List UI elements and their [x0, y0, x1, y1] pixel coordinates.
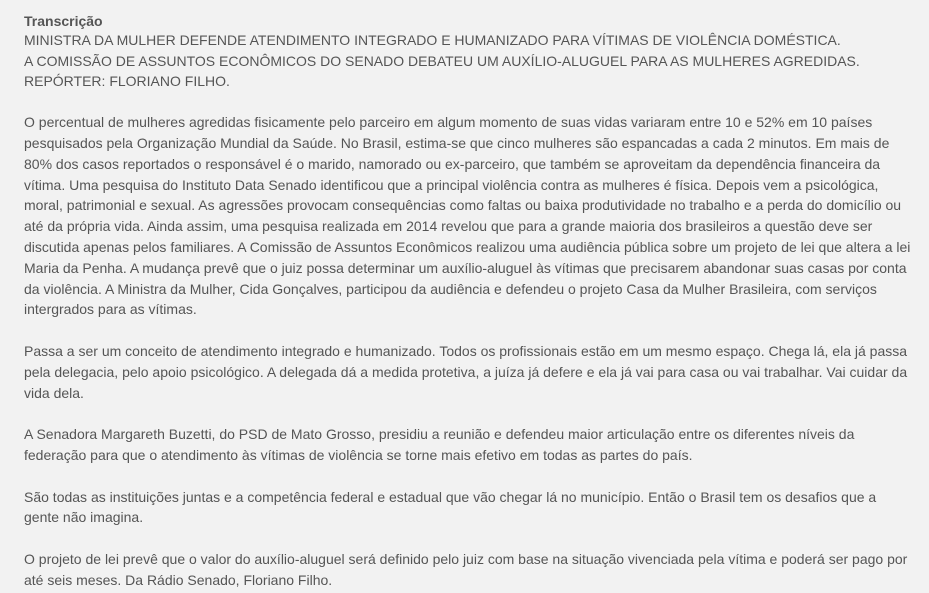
transcript-paragraph: Passa a ser um conceito de atendimento integrado e humanizado. Todos os profissionais estão em um mesmo espaço. Chega lá, ela já passa pela delegacia, pelo apoio psicológico. A delegada dá a medida protetiva, a juíza já defere e ela já vai para casa ou vai trabalhar. Vai cuidar da vida dela.	[24, 343, 908, 401]
headline-line: A COMISSÃO DE ASSUNTOS ECONÔMICOS DO SENADO DEBATEU UM AUXÍLIO-ALUGUEL PARA AS MULHERES AGREDIDAS.	[24, 52, 860, 69]
transcript-paragraph: O projeto de lei prevê que o valor do auxílio-aluguel será definido pelo juiz com base na situação vivenciada pela vítima e poderá ser pago por até seis meses. Da Rádio Senado, Floriano Filho.	[24, 551, 908, 588]
reporter-line: REPÓRTER: FLORIANO FILHO.	[24, 73, 230, 89]
transcript-paragraph: São todas as instituições juntas e a competência federal e estadual que vão chegar lá no município. Então o Brasil tem os desafios que a gente não imagina.	[24, 488, 877, 526]
headline-line: MINISTRA DA MULHER DEFENDE ATENDIMENTO INTEGRADO E HUMANIZADO PARA VÍTIMAS DE VIOLÊNCIA DOMÉSTICA.	[24, 32, 841, 48]
transcript-paragraph: O percentual de mulheres agredidas fisicamente pelo parceiro em algum momento de suas vidas variaram entre 10 e 52% em 10 países pesquisados pela Organização Mundial da Saúde. No Brasil, estima-se que cinco mulheres são espancadas a cada 2 minutos. Em mais de 80% dos casos reportados o responsável é o marido, namorado ou ex-parceiro, que também se aproveitam da dependência financeira da vítima. Uma pesquisa do Instituto Data Senado identificou que a principal violência contra as mulheres é física. Depois vem a psicológica, moral, patrimonial e sexual. As agressões provocam consequências como faltas ou baixa produtividade no trabalho e a perda do domicílio ou até da própria vida. Ainda assim, uma pesquisa realizada em 2014 revelou que para a grande maioria dos brasileiros a questão deve ser discutida apenas pelos familiares. A Comissão de Assuntos Econômicos realizou uma audiência pública sobre um projeto de lei que altera a lei Maria da Penha. A mudança prevê que o juiz possa determinar um auxílio-aluguel às vítimas que precisarem abandonar suas casas por conta da violência. A Ministra da Mulher, Cida Gonçalves, participou da audiência e defendeu o projeto Casa da Mulher Brasileira, com serviços intergrados para as vítimas.	[24, 114, 911, 318]
transcript-title: Transcrição	[24, 13, 103, 29]
transcript-paragraph: A Senadora Margareth Buzetti, do PSD de Mato Grosso, presidiu a reunião e defendeu maior articulação entre os diferentes níveis da federação para que o atendimento às vítimas de violência se torne mais efetivo em todas as partes do país.	[24, 426, 855, 464]
